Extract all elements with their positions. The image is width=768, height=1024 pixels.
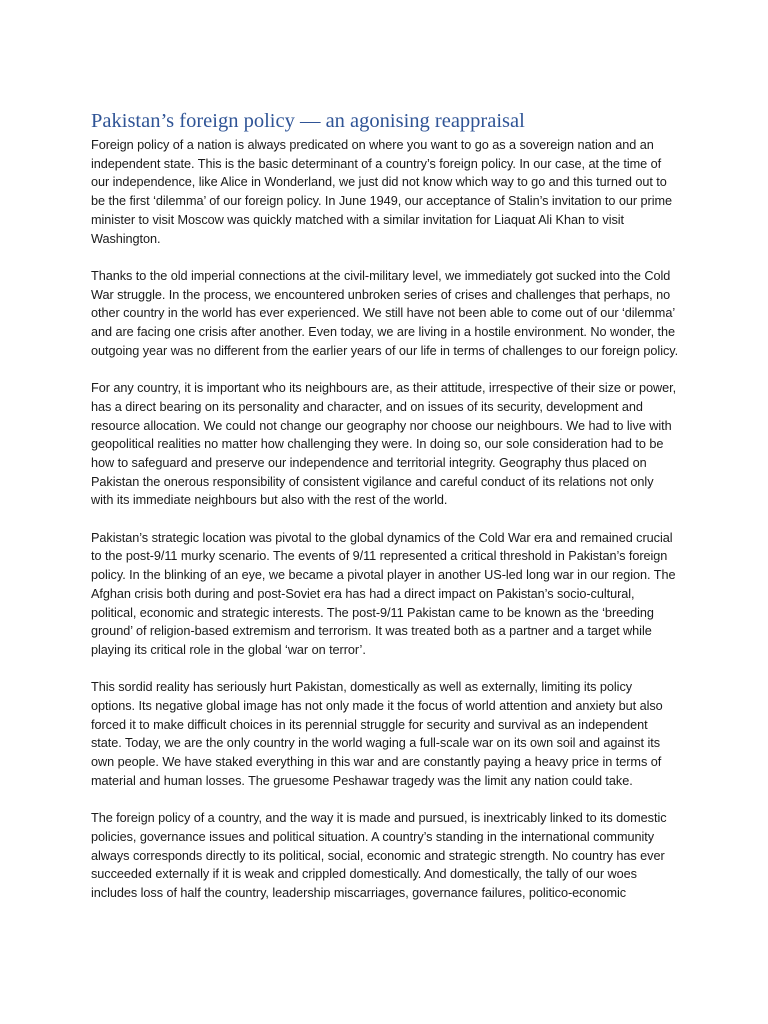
article-title: Pakistan’s foreign policy — an agonising reappraisal <box>91 110 525 132</box>
article-body <box>91 108 679 921</box>
paragraph-4: Pakistan’s strategic location was pivotal to the global dynamics of the Cold War era and remained crucial to the post-9/11 murky scenario. The events of 9/11 represented a critical threshold in Pakistan’s foreign policy. In the blinking of an eye, we became a pivotal player in another US-led long war in our region. The Afghan crisis both during and post-Soviet era has had a direct impact on Pakistan’s socio-cultural, political, economic and strategic interests. The post-9/11 Pakistan came to be known as the ‘breeding ground’ of religion-based extremism and terrorism. It was treated both as a partner and a target while playing its critical role in the global ‘war on terror’. <box>91 530 676 657</box>
paragraph-2: Thanks to the old imperial connections at the civil-military level, we immediately got sucked into the Cold War struggle. In the process, we encountered unbroken series of crises and challenges that perhaps, no other country in the world has ever experienced. We still have not been able to come out of our ‘dilemma’ and are facing one crisis after another. Even today, we are living in a hostile environment. No wonder, the outgoing year was no different from the earlier years of our life in terms of challenges to our foreign policy. <box>91 268 679 358</box>
paragraph-3: For any country, it is important who its neighbours are, as their attitude, irrespective of their size or power, has a direct bearing on its personality and character, and on issues of its security, development and resource allocation. We could not change our geography nor choose our neighbours. We had to live with geopolitical realities no matter how challenging they were. In doing so, our sole consideration had to be how to safeguard and preserve our independence and territorial integrity. Geography thus placed on Pakistan the onerous responsibility of consistent vigilance and careful conduct of its relations not only with its immediate neighbours but also with the rest of the world. <box>91 381 677 508</box>
paragraph-1: Foreign policy of a nation is always predicated on where you want to go as a sovereign nation and an independent state. This is the basic determinant of a country’s foreign policy. In our case, at the time of our independence, like Alice in Wonderland, we just did not know which way to go and this turned out to be the first ‘dilemma’ of our foreign policy. In June 1949, our acceptance of Stalin’s invitation to our prime minister to visit Moscow was quickly matched with a similar invitation for Liaquat Ali Khan to visit Washington. <box>91 138 673 246</box>
paragraph-5: This sordid reality has seriously hurt Pakistan, domestically as well as externally, limiting its policy options. Its negative global image has not only made it the focus of world attention and anxiety but also forced it to make difficult choices in its perennial struggle for security and survival as an independent state. Today, we are the only country in the world waging a full-scale war on its own soil and against its own people. We have staked everything in this war and are constantly paying a heavy price in terms of material and human losses. The gruesome Peshawar tragedy was the limit any nation could take. <box>91 680 663 788</box>
paragraph-6: The foreign policy of a country, and the way it is made and pursued, is inextricably linked to its domestic policies, governance issues and political situation. A country’s standing in the international community always corresponds directly to its political, social, economic and strategic strength. No country has ever succeeded externally if it is weak and crippled domestically. And domestically, the tally of our woes includes loss of half the country, leadership miscarriages, governance failures, politico-economic <box>91 811 667 901</box>
